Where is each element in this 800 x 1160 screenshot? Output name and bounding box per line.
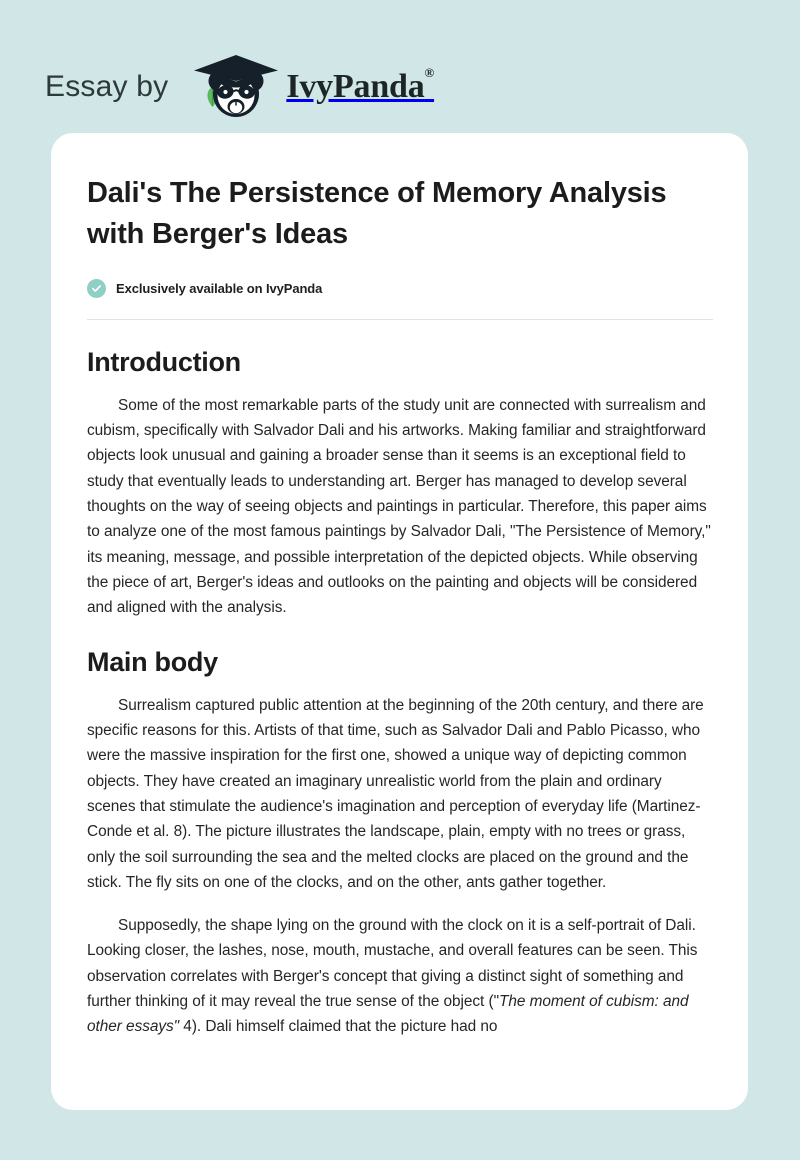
citation-title-italic: The moment of cubism: and other essays" <box>87 993 689 1036</box>
check-circle-icon <box>87 279 106 298</box>
section-heading-main-body: Main body <box>87 647 218 678</box>
page-header <box>0 0 800 133</box>
exclusive-badge-label: Exclusively available on IvyPanda <box>116 281 323 297</box>
ivypanda-brand-text: IvyPanda <box>286 67 425 105</box>
paragraph-introduction-1: Some of the most remarkable parts of the study unit are connected with surrealism and cubism, specifically with Salvador Dali and his artworks. Making familiar and straightforward objects look unusual and gaining a broader sense than it seems is an exceptional field to study that eventually leads to understanding art. Berger has managed to develop several thoughts on the way of seeing objects and paintings in particular. Therefore, this paper aims to analyze one of the most famous paintings by Salvador Dali, "The Persistence of Memory," its meaning, message, and possible interpretation of the depicted objects. While observing the piece of art, Berger's ideas and outlooks on the painting and objects will be considered and aligned with the analysis. <box>87 396 711 617</box>
essay-card <box>51 133 748 1110</box>
paragraph-main-body-2 <box>87 913 713 1039</box>
header-prefix-label: Essay by <box>45 69 169 103</box>
exclusive-availability-badge <box>87 279 713 298</box>
paragraph-text-after-citation: 4). Dali himself claimed that the picture had no <box>179 1018 498 1036</box>
section-heading-introduction: Introduction <box>87 347 241 378</box>
title-divider <box>87 319 713 320</box>
paragraph-main-body-1: Surrealism captured public attention at the beginning of the 20th century, and there are specific reasons for this. Artists of that time, such as Salvador Dali and Pablo Picasso, who were the massive inspiration for the first one, showed a unique way of depicting common objects. They have created an imaginary unrealistic world from the plain and ordinary scenes that stimulate the audience's imagination and perception of everyday life (Martinez-Conde et al. 8). The picture illustrates the landscape, plain, empty with no trees or grass, only the soil surrounding the sea and the melted clocks are placed on the ground and the stick. The fly sits on one of the clocks, and on the other, ants gather together. <box>87 696 704 891</box>
trademark-symbol: ® <box>424 65 435 81</box>
paragraph-text-before-citation: Supposedly, the shape lying on the ground with the clock on it is a self-portrait of Dali. Looking closer, the lashes, nose, mouth, mustache, and overall features can be seen. This observation correlates with Berger's concept that giving a distinct sight of something and further thinking of it may reveal the true sense of the object (" <box>87 917 698 1011</box>
ivypanda-logo[interactable] <box>190 51 434 123</box>
ivypanda-wordmark <box>286 65 435 105</box>
panda-graduation-cap-logo-icon <box>190 51 282 123</box>
page-title: Dali's The Persistence of Memory Analysis with Berger's Ideas <box>87 177 667 251</box>
